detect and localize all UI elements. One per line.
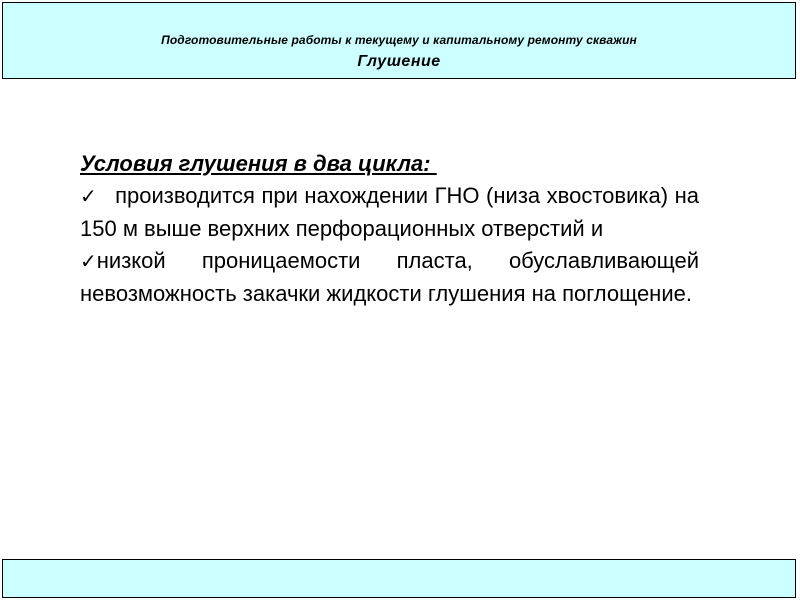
slide-title: Глушение [357, 53, 441, 70]
header-subtitle: Подготовительные работы к текущему и капитальному ремонту скважин [161, 33, 637, 47]
check-icon: ✓ [80, 251, 97, 273]
bullet-item [80, 180, 706, 245]
check-icon: ✓ [80, 186, 97, 208]
bullet-text: производится при нахождении ГНО (низа хвостовика) на 150 м выше верхних перфорационных отверстий и [80, 183, 706, 241]
content-heading: Условия глушения в два цикла: [80, 151, 437, 176]
slide-footer [2, 559, 796, 598]
bullet-item [80, 245, 699, 310]
slide-content [80, 148, 706, 310]
bullet-text: низкой проницаемости пласта, обуславливающей невозможность закачки жидкости глушения на поглощение. [80, 248, 699, 306]
slide-header [2, 2, 796, 79]
